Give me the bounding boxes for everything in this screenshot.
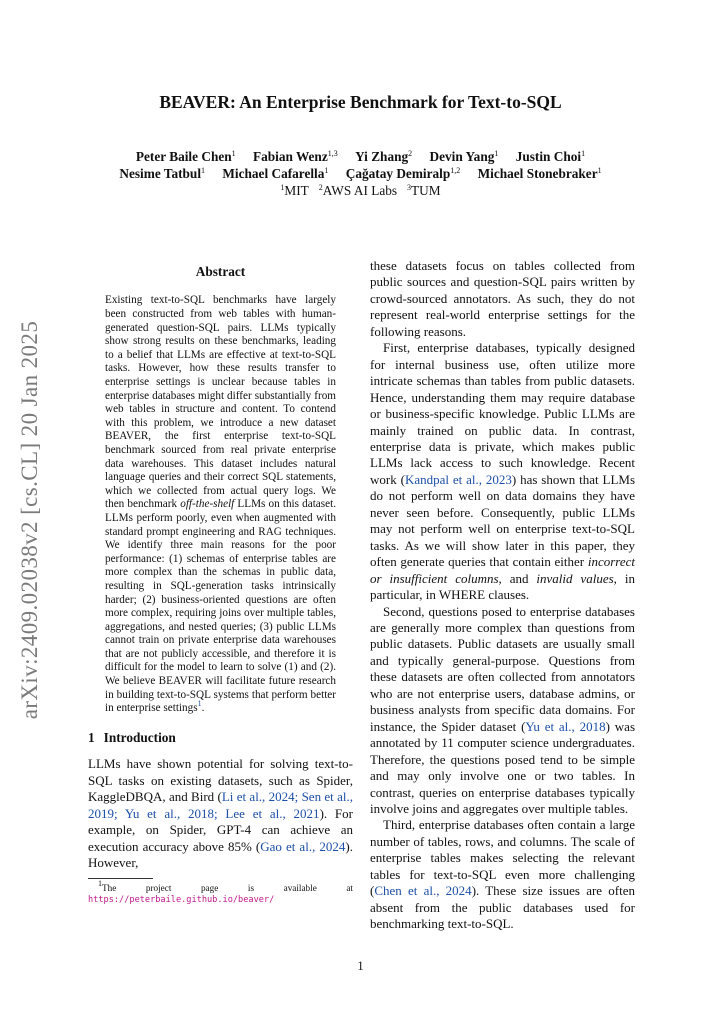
section-heading: 1 Introduction [88, 729, 176, 745]
right-column [370, 258, 635, 933]
citation-link[interactable]: Kandpal et al., 2023 [404, 471, 512, 487]
author-row-2 [0, 165, 721, 182]
author: Çağatay Demiralp$^{1,2}$ [345, 166, 461, 181]
author: Justin Choi$^1$ [515, 149, 586, 164]
body-paragraph: Third, enterprise databases often contain a large number of tables, rows, and columns. The scale of enterprise tables makes selecting the relevant tables for text-to-SQL even more challenging (Chen et al., 2024). These size issues are often absent from the public databases used for benchmarking text-to-SQL. [370, 817, 635, 932]
arxiv-identifier: arXiv:2409.02038v2 [cs.CL] 20 Jan 2025 [17, 320, 42, 720]
citation-link[interactable]: Gao et al., 2024 [260, 838, 346, 854]
author: Peter Baile Chen$^1$ [135, 149, 236, 164]
arxiv-sidebar [10, 320, 50, 720]
paper-title: BEAVER: An Enterprise Benchmark for Text-to-SQL [159, 92, 562, 112]
author: Nesime Tatbul$^1$ [119, 166, 206, 181]
author: Michael Cafarella$^1$ [222, 166, 329, 181]
abstract-heading: Abstract [195, 264, 246, 279]
abstract-body: Existing text-to-SQL benchmarks have largely been constructed from web tables with human-generated question-SQL pairs. LLMs typically show strong results on these benchmarks, leading to a belief that LLMs are effective at text-to-SQL tasks. However, how these results transfer to enterprise settings is unclear because tables in enterprise databases might differ substantially from web tables in structure and content. To contend with this problem, we introduce a new dataset BEAVER, the first enterprise text-to-SQL benchmark sourced from real private enterprise data warehouses. This dataset includes natural language queries and their correct SQL statements, which we collected from actual query logs. We then benchmark off-the-shelf LLMs on this dataset. LLMs perform poorly, even when augmented with standard prompt engineering and RAG techniques. We identify three main reasons for the poor performance: (1) schemas of enterprise tables are more complex than the schemas in public data, resulting in SQL-generation tasks intrinsically harder; (2) business-oriented questions are often more complex, requiring joins over multiple tables, aggregations, and nested queries; (3) public LLMs cannot train on private enterprise data warehouses that are not publicly accessible, and therefore it is difficult for the model to learn to solve (1) and (2). We believe BEAVER will facilitate future research in building text-to-SQL systems that perform better in enterprise settings$^1$. [105, 294, 336, 715]
page-number: 1 [357, 959, 364, 973]
author: Fabian Wenz$^{1,3}$ [252, 149, 338, 164]
author-row-1 [0, 148, 721, 165]
intro-paragraph: LLMs have shown potential for solving text-to-SQL tasks on existing datasets, such as Spider, KaggleDBQA, and Bird (Li et al., 2024; Sen et al., 2019; Yu et al., 2018; Lee et al., 2021). For example, on Spider, GPT-4 can achieve an execution accuracy above 85% (Gao et al., 2024). However, [88, 756, 353, 871]
author: Michael Stonebraker$^1$ [477, 166, 602, 181]
affiliation: $^2$AWS AI Labs [318, 183, 398, 198]
author: Yi Zhang$^2$ [355, 149, 413, 164]
affiliations [0, 182, 721, 199]
citation-link[interactable]: Yu et al., 2018 [525, 718, 606, 734]
body-paragraph: Second, questions posed to enterprise databases are generally more complex than questions from public datasets. Public datasets are usually small and typically general-purpose. Questions from these datasets are often collected from annotators who are not enterprise users, database admins, or business analysts from specific data domains. For instance, the Spider dataset (Yu et al., 2018) was annotated by 11 computer science undergraduates. Therefore, the questions posed tend to be simple and may only involve one or two tables. In contrast, queries on enterprise databases typically involve joins and aggregates over multiple tables. [370, 603, 636, 816]
body-paragraph: these datasets focus on tables collected from public sources and question-SQL pairs written by crowd-sourced annotators. As such, they do not represent real-world enterprise settings for the following reasons. [370, 258, 635, 339]
body-paragraph: First, enterprise databases, typically designed for internal business use, often utilize more intricate schemas than tables from public datasets. Hence, understanding them may require database or business-specific knowledge. Public LLMs are mainly trained on public data. In contrast, enterprise data is private, which makes public LLMs lack access to such knowledge. Recent work (Kandpal et al., 2023) has shown that LLMs do not perform well on data domains they have never seen before. Consequently, public LLMs may not perform well on enterprise text-to-SQL tasks. As we will show later in this paper, they often generate queries that contain either incorrect or insufficient columns, and invalid values, in particular, in WHERE clauses. [370, 340, 636, 603]
author-block [0, 148, 721, 199]
left-column [88, 258, 353, 906]
project-url-link[interactable]: https://peterbaile.github.io/beaver/ [88, 895, 275, 906]
footnote: $^1$The project page is available at https://peterbaile.github.io/beaver/ [88, 879, 353, 906]
affiliation: $^3$TUM [407, 183, 441, 198]
affiliation: $^1$MIT [280, 183, 309, 198]
citation-link[interactable]: Chen et al., 2024 [374, 883, 472, 899]
footnote-marker[interactable]: 1 [197, 699, 202, 709]
citation-link[interactable]: Li et al., 2024; Sen et al., 2019; Yu et al., 2018; Lee et al., 2021 [88, 789, 353, 821]
author: Devin Yang$^1$ [429, 149, 499, 164]
